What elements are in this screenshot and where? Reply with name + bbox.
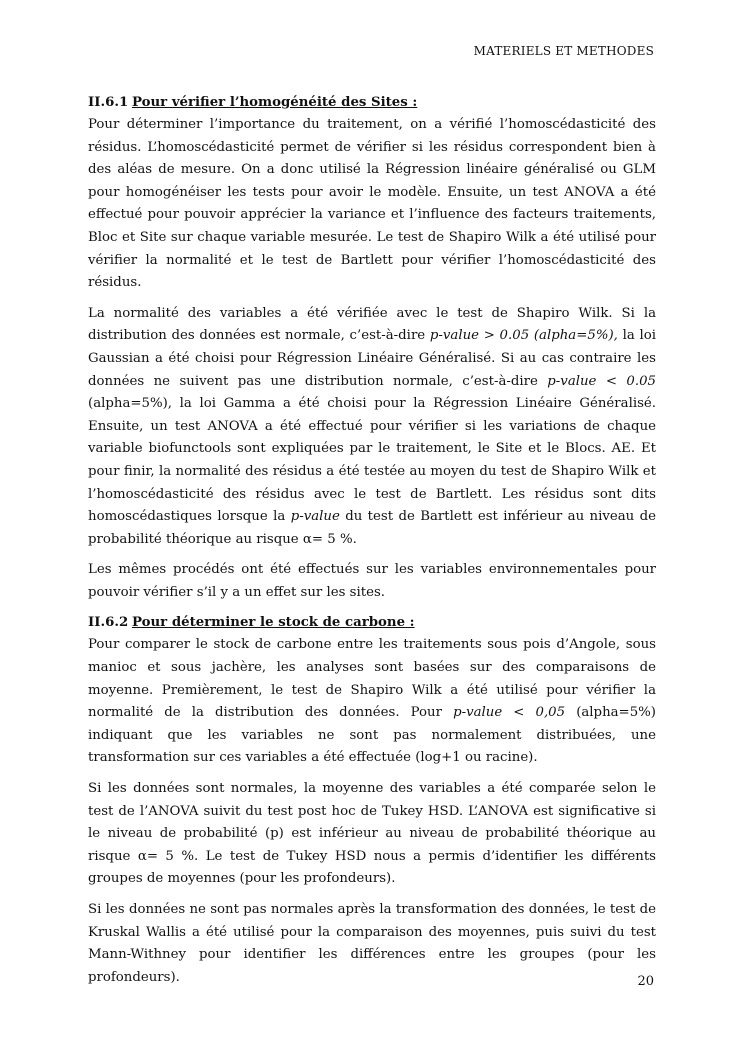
section-heading-2 [88,612,656,634]
page-number: 20 [637,974,654,989]
section-number: II.6.2 [88,615,129,631]
paragraph: La normalité des variables a été vérifiée avec le test de Shapiro Wilk. Si la distribution des données est normale, c’est-à-dire p-value > 0.05 (alpha=5%), la loi Gaussian a été choisi pour Régression Linéaire Généralisé. Si au cas contraire les données ne suivent pas une distribution normale, c’est-à-dire p-value < 0.05 (alpha=5%), la loi Gamma a été choisi pour la Régression Linéaire Généralisé. Ensuite, un test ANOVA a été effectué pour vérifier si les variations de chaque variable biofunctools sont expliquées par le traitement, le Site et le Blocs. AE. Et pour finir, la normalité des résidus a été testée au moyen du test de Shapiro Wilk et l’homoscédasticité des résidus avec le test de Bartlett. Les résidus sont dits homoscédastiques lorsque la p-value du test de Bartlett est inférieur au niveau de probabilité théorique au risque α= 5 %. [88,305,656,547]
section-heading-1 [88,92,656,114]
section-title: Pour vérifier l’homogénéité des Sites : [132,95,418,110]
running-header: MATERIELS ET METHODES [473,44,654,58]
paragraph: Pour déterminer l’importance du traitement, on a vérifié l’homoscédasticité des résidus. L’homoscédasticité permet de vérifier si les résidus correspondent bien à des aléas de mesure. On a donc utilisé la Régression linéaire généralisé ou GLM pour homogénéiser les tests pour avoir le modèle. Ensuite, un test ANOVA a été effectué pour pouvoir apprécier la variance et l’influence des facteurs traitements, Bloc et Site sur chaque variable mesurée. Le test de Shapiro Wilk a été utilisé pour vérifier la normalité et le test de Bartlett pour vérifier l’homoscédasticité des résidus. [88,117,656,291]
paragraph: Pour comparer le stock de carbone entre les traitements sous pois d’Angole, sous manioc et sous jachère, les analyses sont basées sur des comparaisons de moyenne. Premièrement, le test de Shapiro Wilk a été utilisé pour vérifier la normalité de la distribution des données. Pour p-value < 0,05 (alpha=5%) indiquant que les variables ne sont pas normalement distribuées, une transformation sur ces variables a été effectuée (log+1 ou racine). [88,637,656,766]
paragraph: Si les données sont normales, la moyenne des variables a été comparée selon le test de l’ANOVA suivit du test post hoc de Tukey HSD. L’ANOVA est significative si le niveau de probabilité (p) est inférieur au niveau de probabilité théorique au risque α= 5 %. Le test de Tukey HSD nous a permis d’identifier les différents groupes de moyennes (pour les profondeurs). [88,781,656,887]
section-title: Pour déterminer le stock de carbone : [132,615,415,631]
page-content [88,92,656,989]
paragraph: Les mêmes procédés ont été effectués sur les variables environnementales pour pouvoir vérifier s’il y a un effet sur les sites. [88,562,656,600]
paragraph: Si les données ne sont pas normales après la transformation des données, le test de Kruskal Wallis a été utilisé pour la comparaison des moyennes, puis suivi du test Mann-Withney pour identifier les différences entre les groupes (pour les profondeurs). [88,902,656,985]
section-number: II.6.1 [88,95,129,110]
